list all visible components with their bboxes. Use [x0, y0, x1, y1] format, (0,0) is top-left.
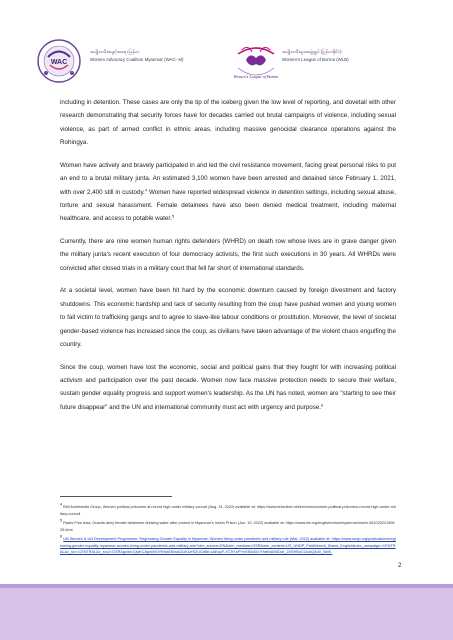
wlb-name-english: Women's League of Burma (WLB): [282, 57, 349, 62]
footer-stripe: [0, 584, 453, 588]
footnote-number: 4: [60, 501, 63, 507]
footnote-number: 6: [60, 533, 63, 539]
paragraph-2-text: Women have actively and bravely participated in and led the civil resistance movement, facing great personal risks to put an end to a brutal military junta. An estimated 3,100 women have been arrested and detained since February 1, 2021, with over 2,400 still in custody.: [60, 161, 396, 196]
footnote-text: Radio Free Asia, Guards deny female detainees drinking water after protest in Myanmar's Insein Prison (Jun. 10, 2022) available at: https://www.rfa.org/english/news/myanmar/insein-06102022190625.html.: [60, 520, 395, 532]
paragraph-5-text: Since the coup, women have lost the economic, social and political gains that they fought for with increasing political activism and participation over the past decade. Women now face massive protection needs to secure their welfare, sustain gender equality progress and support women's leadership. As the UN has noted, women are "starting to see their future disappear" and the UN and international community must act with urgency and purpose.: [60, 363, 396, 411]
wac-logo-text: WAC: [50, 59, 68, 66]
wlb-logo-text: Women's League of Burma: [233, 74, 279, 79]
footnote-6: [60, 533, 396, 556]
footnote-text: Bhil Multimedia Group, Women political prisoners at record high under military council (Aug. 31, 2022) available at: https://www.bnionline.net/en/news/women-political-prisoners-record-high-under-military-council.: [60, 505, 396, 516]
paragraph-2: [60, 159, 396, 226]
footnote-link[interactable]: UN Women & UN Development Programme, Regressing Gender Equality in Myanmar: Women living under pandemic and military rule (Mar. 2022) available at: https://www.undp.org/publications/regressing-gender-equality-myanmar-women-living-under-pandemic-and-military-rule?utm_source=EN&utm_medium=GSR&utm_content=US_UNDP_PaidSearch_Brand_English&utm_campaign=CENTRAL&c_src=CENTRAL&c_src2=GSR&gclid=CjwKCAjwxMOYBhAEEiwAGUKUeS2UGd8e-sAEquF-XTJH-sPYnSS5dDv7HwkhAN0Dwl_ZhSHBoCOoAQAvD_BwE.: [60, 536, 396, 555]
wlb-org-name: [282, 48, 349, 64]
wac-name-burmese: အမျိုးသမီးအခွင့်အရေး မြန်မာ: [90, 49, 140, 54]
footnote-number: 5: [60, 517, 63, 523]
footnote-4: [60, 501, 396, 517]
paragraph-3: Currently, there are nine women human rights defenders (WHRD) on death row whose lives are in grave danger given the military junta's recent execution of four democracy activists, the first such executions in 30 years. All WHRDs were convicted after closed trials in a military court that fell far short of international standards.: [60, 238, 396, 272]
footnote-ref-5[interactable]: 5: [171, 213, 175, 219]
wlb-name-burmese: အမျိုးသမီးများအဖွဲ့ချုပ် (မြန်မာနိုင်ငံ): [282, 49, 342, 54]
wlb-logo: [232, 38, 280, 84]
paragraph-4: At a societal level, women have been hit hard by the economic downturn caused by foreign divestment and factory shutdowns. This economic hardship and lack of security resulting from the coup have pushed women and young women to fall victim to trafficking gangs and to agree to slave-like labour conditions or prostitution. Moreover, the level of societal gender-based violence has increased since the coup, as civilians have taken advantage of the violent chaos engulfing the country.: [60, 287, 396, 349]
footnote-ref-6[interactable]: 6: [321, 402, 324, 408]
footnote-5: [60, 517, 396, 533]
page-number: 2: [398, 563, 402, 569]
page-header: [0, 0, 453, 86]
wac-name-english: Women Advocacy Coalition Myanmar (WAC- M): [90, 57, 184, 62]
paragraph-1: including in detention. These cases are only the tip of the iceberg given the low level of reporting, and dovetail with other research demonstrating that security forces have for decades carried out brutal campaigns of violence, including sexual violence, as part of armed conflict in ethnic areas, including massive genocidal clearance operations against the Rohingya.: [60, 99, 396, 147]
paragraph-2-text-cont: Women have reported widespread violence in detention settings, including sexual abuse, torture and sexual harassment. Female detainees have also been denied medical treatment, including maternal healthcare, and access to potable water.: [60, 188, 396, 223]
wac-org-name: [90, 48, 183, 64]
paragraph-5: [60, 361, 396, 415]
footer-band: [0, 584, 453, 640]
body-text: [60, 96, 396, 423]
footnote-separator: [60, 496, 172, 497]
wac-logo: [36, 38, 82, 84]
footnote-ref-4[interactable]: 4: [144, 187, 148, 193]
footnotes: [60, 501, 396, 559]
